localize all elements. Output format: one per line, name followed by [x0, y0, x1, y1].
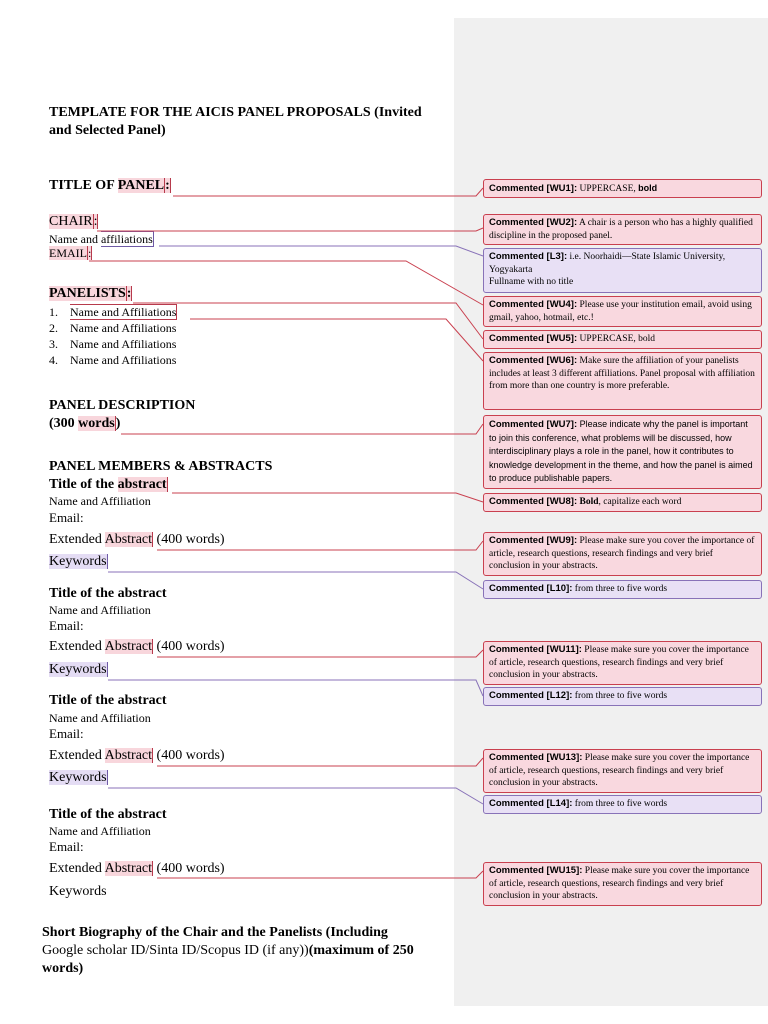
abstract-highlight[interactable]: Abstract — [104, 861, 153, 876]
list-item — [49, 352, 177, 368]
comment-label: Commented [WU5]: — [489, 333, 578, 344]
extended-abstract-2[interactable] — [49, 639, 225, 655]
email-label[interactable] — [49, 246, 92, 261]
email-colon: : — [88, 246, 92, 260]
desc-open: (300 — [49, 416, 79, 431]
list-number: 2. — [49, 321, 58, 335]
doc-heading-line2: and Selected Panel) — [49, 123, 166, 138]
comment-label: Commented [L12]: — [489, 690, 573, 701]
panelists-colon: : — [126, 286, 132, 301]
abstract-title-1[interactable] — [49, 477, 168, 493]
doc-heading-line1: TEMPLATE FOR THE AICIS PANEL PROPOSALS (Invited — [49, 105, 422, 120]
comment-label: Commented [WU6]: — [489, 355, 578, 366]
comment-body: from three to five words — [572, 799, 668, 809]
extended-abstract-3[interactable] — [49, 748, 225, 764]
list-number: 4. — [49, 353, 58, 367]
comment-body: Please make sure you cover the importance of article, research questions, research findings and very brief conclusion in your abstracts. — [489, 645, 749, 681]
comment-wu1[interactable] — [483, 179, 762, 198]
abstract-highlight[interactable]: abstract — [117, 477, 167, 492]
keywords-highlight[interactable]: Keywords — [49, 662, 107, 677]
bio-max-text: (maximum of 250 — [308, 943, 414, 958]
name-affiliation-4[interactable]: Name and Affiliation — [49, 824, 151, 838]
word-count-text: (400 words) — [153, 861, 225, 876]
abstract-highlight[interactable]: Abstract — [104, 532, 153, 547]
affiliations-highlight[interactable]: affiliations — [100, 232, 153, 246]
list-item — [49, 320, 177, 336]
abstract-highlight[interactable]: Abstract — [104, 748, 153, 763]
email-1[interactable]: Email: — [49, 510, 84, 525]
extended-text: Extended — [49, 861, 105, 876]
comment-label: Commented [L14]: — [489, 798, 573, 809]
extended-abstract-1[interactable] — [49, 532, 225, 548]
comment-wu4[interactable] — [483, 296, 762, 327]
comment-extra: bold — [638, 183, 658, 193]
comment-label: Commented [WU9]: — [489, 535, 578, 546]
comment-wu2[interactable] — [483, 214, 762, 245]
comment-margin — [454, 18, 768, 1006]
description-word-limit[interactable] — [49, 416, 120, 432]
abstract-title-4[interactable]: Title of the abstract — [49, 807, 167, 822]
bio-heading-line2 — [42, 943, 414, 959]
comment-wu13[interactable] — [483, 749, 762, 793]
word-count-text: (400 words) — [153, 748, 225, 763]
comment-wu5[interactable] — [483, 330, 762, 349]
email-2[interactable]: Email: — [49, 618, 84, 633]
comment-body: Please use your institution email, avoid using gmail, yahoo, hotmail, etc.! — [489, 300, 752, 323]
email-text: EMAIL — [49, 246, 87, 260]
comment-extra: Fullname with no title — [489, 277, 574, 288]
keywords-4[interactable]: Keywords — [49, 884, 107, 899]
bio-heading-line3: words) — [42, 961, 84, 976]
comment-label: Commented [WU2]: — [489, 217, 578, 228]
comment-body: UPPERCASE, — [577, 184, 639, 194]
chair-label[interactable] — [49, 214, 98, 230]
chair-text: CHAIR — [49, 214, 93, 229]
comment-wu15[interactable] — [483, 862, 762, 906]
abstract-title-2[interactable]: Title of the abstract — [49, 586, 167, 601]
title-of-panel-field[interactable] — [49, 178, 171, 194]
word-count-text: (400 words) — [153, 639, 225, 654]
abstract-title-3[interactable]: Title of the abstract — [49, 693, 167, 708]
comment-bold: Bold — [577, 497, 599, 507]
panelist-name-field[interactable]: Name and Affiliations — [70, 321, 177, 335]
extended-text: Extended — [49, 532, 105, 547]
list-number: 3. — [49, 337, 58, 351]
name-and-text: Name and — [49, 232, 101, 246]
comment-label: Commented [WU11]: — [489, 644, 582, 655]
list-item — [49, 304, 177, 320]
extended-text: Extended — [49, 748, 105, 763]
title-of-text: TITLE OF — [49, 178, 118, 193]
comment-label: Commented [L10]: — [489, 583, 573, 594]
comment-wu9[interactable] — [483, 532, 762, 576]
comment-body: UPPERCASE, bold — [577, 334, 656, 344]
list-number: 1. — [49, 305, 58, 319]
bio-heading-line1: Short Biography of the Chair and the Panelists (Including — [42, 925, 388, 940]
list-item — [49, 336, 177, 352]
comment-label: Commented [WU8]: — [489, 496, 578, 507]
title-text: Title of the — [49, 477, 118, 492]
comment-label: Commented [WU1]: — [489, 183, 578, 194]
comment-label: Commented [L3]: — [489, 251, 568, 262]
abstract-highlight[interactable]: Abstract — [104, 639, 153, 654]
extended-text: Extended — [49, 639, 105, 654]
panelists-label[interactable] — [49, 286, 132, 302]
bio-ids-text: Google scholar ID/Sinta ID/Scopus ID (if any)) — [42, 943, 309, 958]
comment-l12[interactable] — [483, 687, 762, 706]
keywords-2[interactable] — [49, 662, 108, 678]
chair-name-field[interactable] — [49, 232, 154, 247]
comment-label: Commented [WU15]: — [489, 865, 583, 876]
comment-wu6[interactable] — [483, 352, 762, 410]
panel-description-heading: PANEL DESCRIPTION — [49, 398, 196, 413]
comment-wu11[interactable] — [483, 641, 762, 685]
keywords-1[interactable] — [49, 554, 108, 570]
comment-label: Commented [WU7]: — [489, 419, 578, 430]
comment-body: Please make sure you cover the importance of article, research questions, research findings and very brief conclusion in your abstracts. — [489, 536, 755, 572]
panel-members-heading: PANEL MEMBERS & ABSTRACTS — [49, 459, 273, 474]
name-affiliation-1[interactable]: Name and Affiliation — [49, 494, 151, 508]
comment-body: Please make sure you cover the importance of article, research questions, research findings and very brief conclusion in your abstracts. — [489, 753, 750, 789]
panel-colon: : — [165, 178, 170, 193]
comment-l14[interactable] — [483, 795, 762, 814]
comment-l3[interactable] — [483, 248, 762, 293]
comment-body: from three to five words — [572, 584, 668, 594]
comment-body: , capitalize each word — [598, 497, 682, 507]
comment-body: A chair is a person who has a highly qualified discipline in the proposed panel. — [489, 218, 753, 241]
comment-body: Make sure the affiliation of your panelists includes at least 3 different affiliations. Panel proposal with affiliation from more than one country is more preferable. — [489, 356, 755, 392]
words-highlight[interactable]: words — [78, 416, 115, 431]
panelist-name-field[interactable]: Name and Affiliations — [70, 305, 177, 319]
comment-body: from three to five words — [572, 691, 668, 701]
name-affiliation-3[interactable]: Name and Affiliation — [49, 711, 151, 725]
keywords-highlight[interactable]: Keywords — [49, 554, 107, 569]
comment-l10[interactable] — [483, 580, 762, 599]
keywords-highlight[interactable]: Keywords — [49, 770, 107, 785]
name-affiliation-2[interactable]: Name and Affiliation — [49, 603, 151, 617]
comment-label: Commented [WU4]: — [489, 299, 578, 310]
comment-wu7[interactable] — [483, 415, 762, 489]
desc-close: ) — [115, 416, 121, 431]
comment-body: i.e. Noorhaidi—State Islamic University, Yogyakarta — [489, 252, 726, 275]
email-4[interactable]: Email: — [49, 839, 84, 854]
panelist-list — [49, 304, 177, 368]
panelist-name-field[interactable]: Name and Affiliations — [70, 337, 177, 351]
keywords-3[interactable] — [49, 770, 108, 786]
chair-colon: : — [93, 214, 98, 229]
comment-wu8[interactable] — [483, 493, 762, 512]
extended-abstract-4[interactable] — [49, 861, 225, 877]
panelists-text: PANELISTS — [49, 286, 126, 301]
comment-body: Please indicate why the panel is important to join this conference, what problems will be discussed, how interdisciplinary plays a role in the panel, how it contributes to knowledge development in the theme, and how the panel is aimed to produce publishable papers. — [489, 419, 753, 484]
comment-label: Commented [WU13]: — [489, 752, 583, 763]
panel-highlight[interactable]: PANEL — [117, 178, 165, 193]
comment-body: Please make sure you cover the importance of article, research questions, research findings and very brief conclusion in your abstracts. — [489, 866, 750, 902]
panelist-name-field[interactable]: Name and Affiliations — [70, 353, 177, 367]
word-count-text: (400 words) — [153, 532, 225, 547]
email-3[interactable]: Email: — [49, 726, 84, 741]
